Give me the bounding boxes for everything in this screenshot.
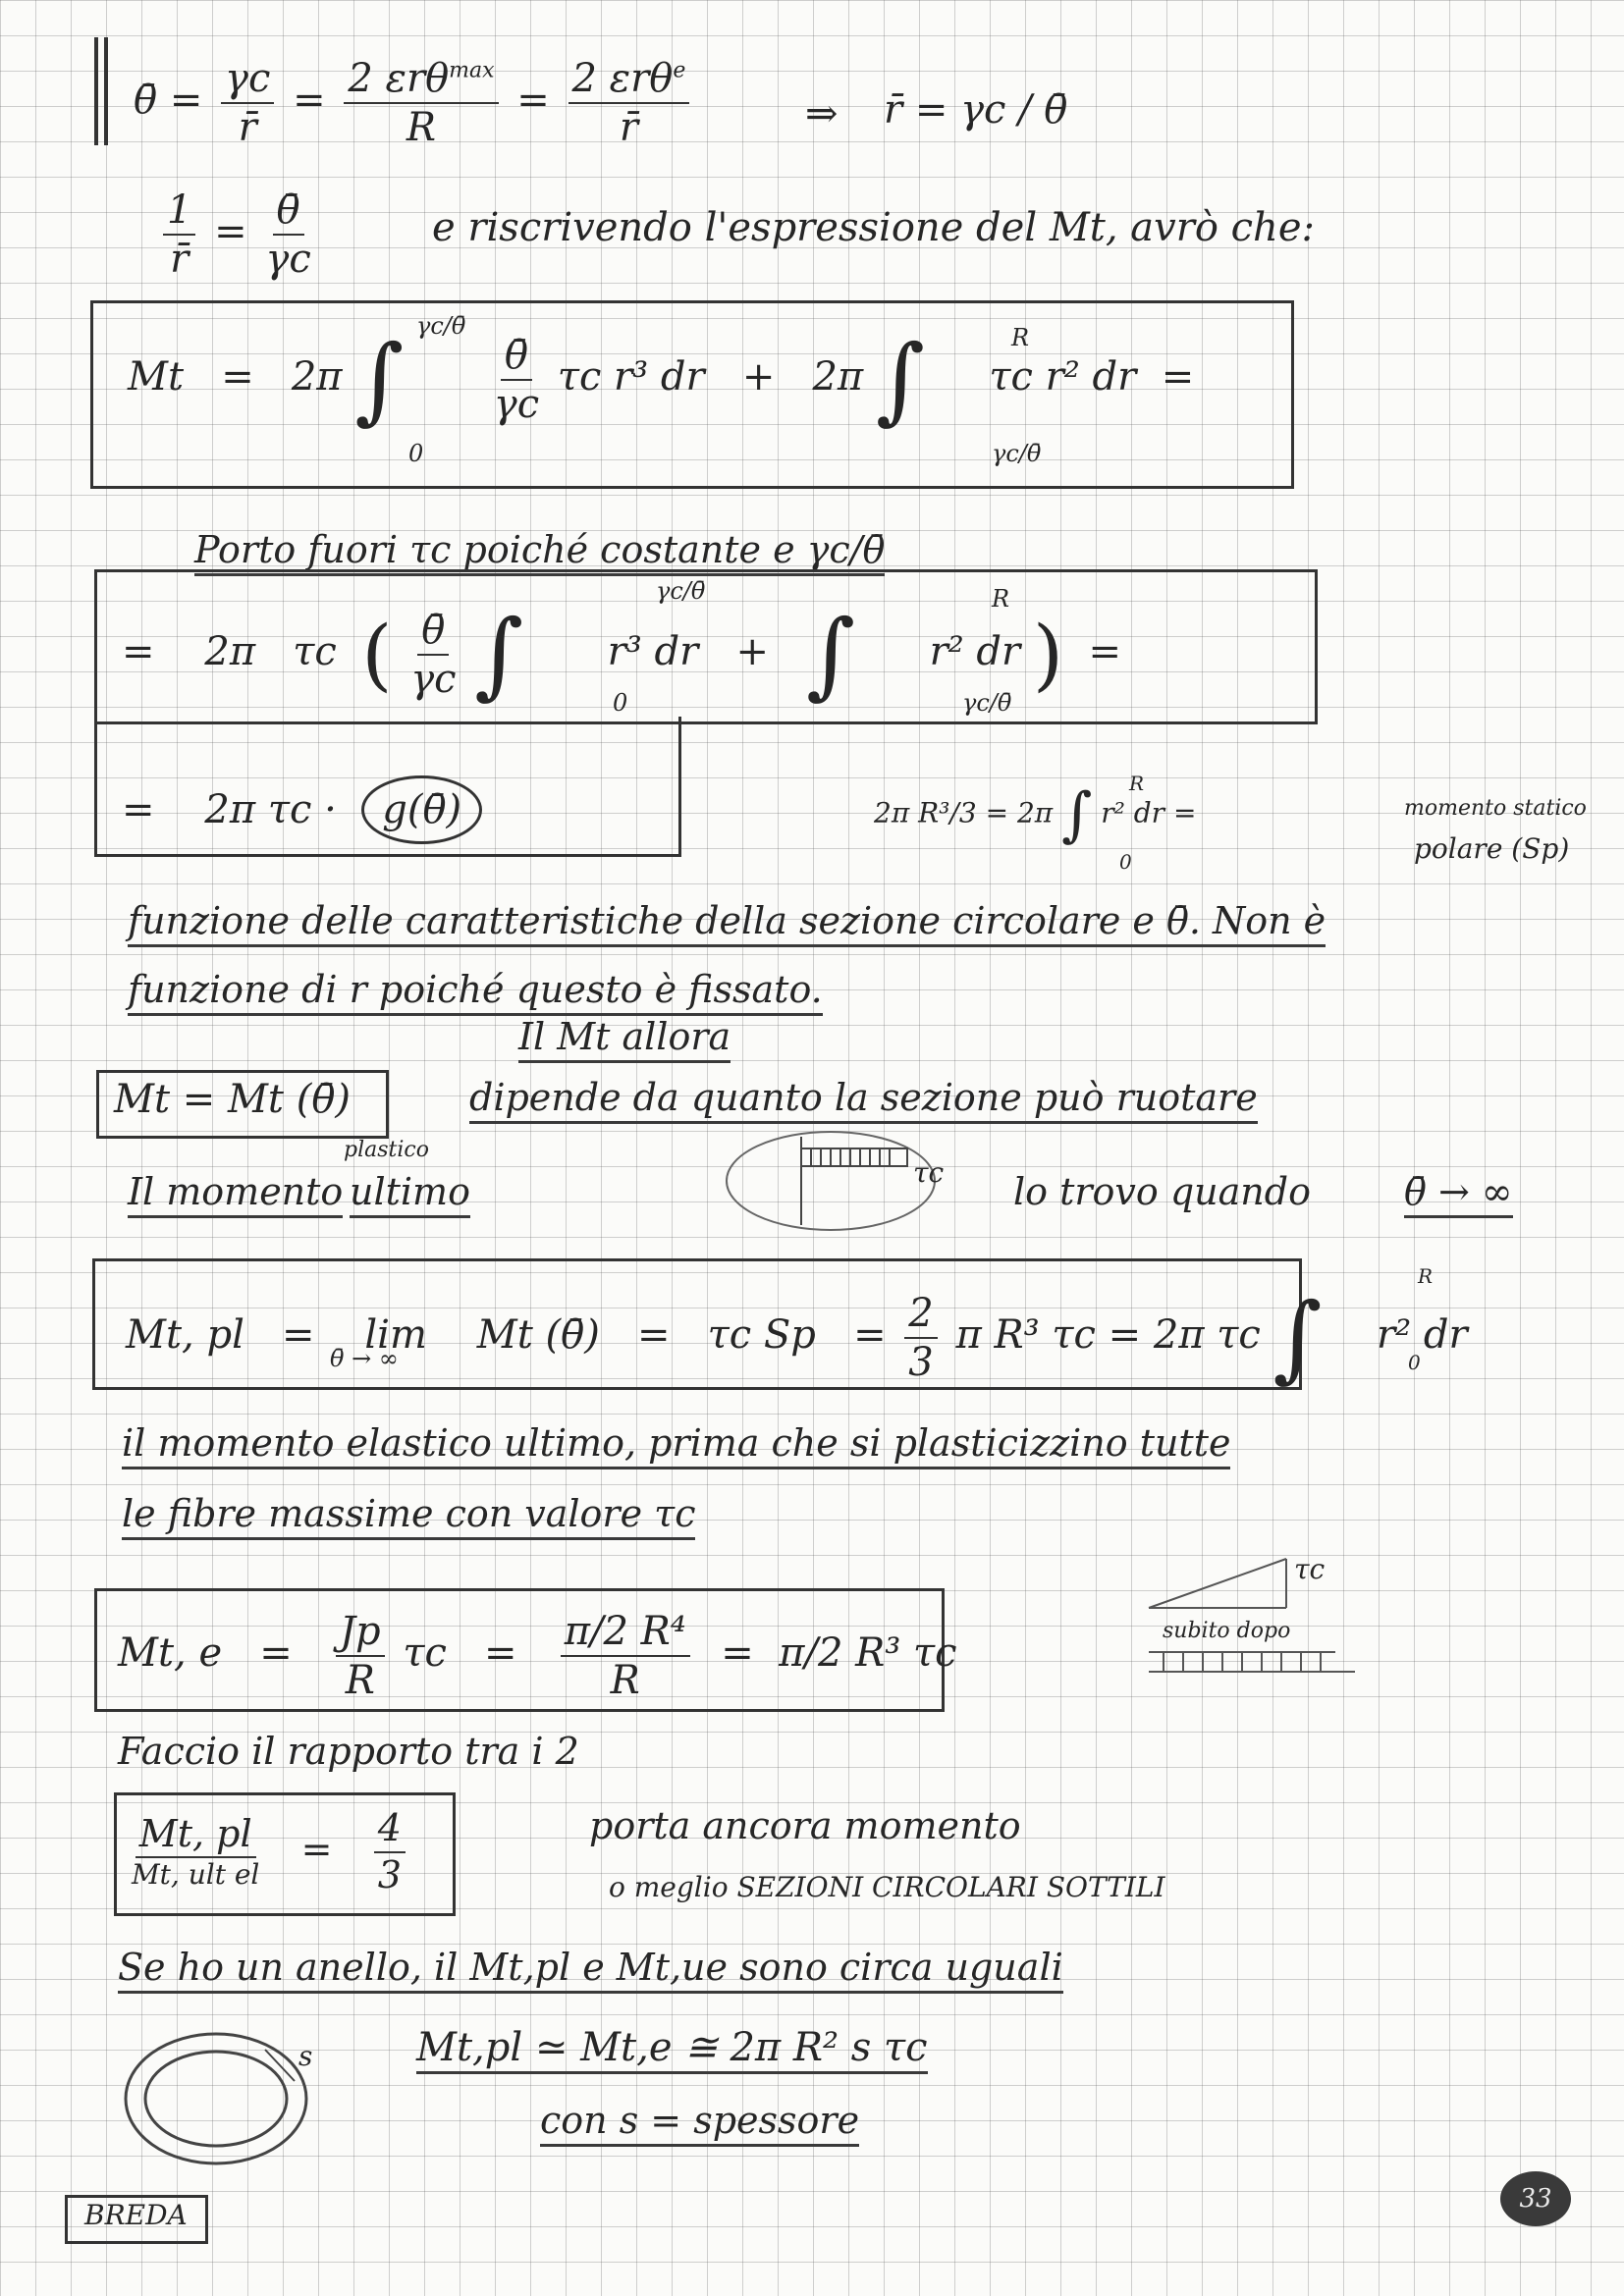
upper-limit-a: γc/θ̄ <box>416 312 466 340</box>
lim-subscript: θ̄ → ∞ <box>330 1345 399 1372</box>
ring-thickness-s: s <box>298 2040 313 2072</box>
theta-to-infinity: θ̄ → ∞ <box>1404 1172 1513 1218</box>
lower-limit-b: γc/θ̄ <box>992 440 1042 467</box>
momento-plastico-a: Il momento <box>128 1172 343 1218</box>
spessore-note: con s = spessore <box>540 2101 859 2147</box>
upper-limit-b: R <box>1011 324 1030 351</box>
r-bar-result: r̄ = γc / θ̄ <box>884 87 1068 133</box>
max-strain-fraction: $\frac{2 \varepsilon r\theta^{max}}{R}$ <box>344 57 498 149</box>
rc-over-r-fraction: $\frac{\gamma c}{r̄}$ <box>221 57 274 149</box>
sezioni-sottili-text: o meglio SEZIONI CIRCOLARI SOTTILI <box>609 1871 1165 1903</box>
funzione-line-1: funzione delle caratteristiche della sezione circolare e θ̄. Non è <box>128 901 1326 947</box>
anello-text: Se ho un anello, il Mt,pl e Mt,ue sono circa uguali <box>118 1948 1063 1994</box>
g-theta-circled: g(θ̄) <box>361 775 482 844</box>
porta-ancora-text: porta ancora momento <box>589 1804 1021 1847</box>
plastico-superscript: plastico <box>344 1138 429 1162</box>
lo-trovo-quando: lo trovo quando <box>1013 1170 1311 1213</box>
diagram-tc: τc <box>1294 1553 1326 1585</box>
rapporto-text: Faccio il rapporto tra i 2 <box>118 1730 579 1773</box>
theta-def-line: θ̄ = $\frac{\gamma c}{r̄}$ = $\frac{2 \varepsilon r\theta^{max}}{R}$ = $\frac{2 \varepsilon r\theta^e}{r̄}$ <box>134 57 695 149</box>
integral-sign-2: ∫ <box>875 324 925 435</box>
mt-plastic-formula: Mt, pl = lim Mt (θ̄) = τc Sp = $\frac{2}{3}$ π R³ τc = 2π τc ∫ r² dr <box>126 1282 1468 1393</box>
momento-plastico-b: ultimo <box>350 1172 470 1218</box>
funzione-line-2: funzione di r poiché questo è fissato. <box>128 970 823 1016</box>
elastic-strain-fraction: $\frac{2 \varepsilon r\theta^e}{r̄}$ <box>568 57 690 149</box>
notebook-page: θ̄ = $\frac{\gamma c}{r̄}$ = $\frac{2 \varepsilon r\theta^{max}}{R}$ = $\frac{2 \varepsilon r\theta^e}{r̄}$ ⇒ r̄ = γc / θ̄ $\frac{1}{r̄}$ = $\frac{\thetā}{\gamma c}$ e riscrivendo l'espressione del Mt, avrò che: Mt = 2π ∫ $\frac{\thetā}{\gamma c}$ τc r³ dr + 2π ∫ τc r² dr = γc/θ̄ 0 R γc/θ̄ Porto fuori τc poiché costante e γc/θ̄ = 2π τc ( $\frac{\thetā}{\gamma c}$ ∫ r³ dr + ∫ r² dr ) = γc/θ̄ 0 R γc/θ̄ = 2π τc · g(θ̄) 2π R³/3 = 2π ∫ r² dr = R 0 momento statico polare (Sp) funzione delle caratteristiche della sezione circolare e θ̄. Non è funzione di r poiché questo è fissato. Il Mt allora Mt = Mt (θ̄) dipende da quanto la sezione può ruotare Il momento plastico ultimo τc lo trovo quando θ̄ → ∞ Mt, pl = lim Mt (θ̄) = τc Sp = $\frac{2}{3}$ π R³ τc = 2π τc ∫ r² dr θ̄ → ∞ R 0 il momento elastico ultimo, prima che si plasticizzino tutte le fibre massime con valore τc τc subito dopo Mt, e = $\frac{Jp}{R}$ τc = $\frac{\text{π/2 R⁴}}{R}$ = π/2 R³ τc Faccio il rapporto tra i 2 $\frac{Mt, pl}{\text{Mt, ult el}}$ = $\frac{4}{3}$ porta ancora momento o meglio SEZIONI CIRCOLARI SOTTILI Se ho un anello, il Mt,pl e Mt,ue sono circa uguali s Mt,pl ≃ Mt,e ≅ 2π R² s τc con s = spessore BREDA 33 <box>0 0 1624 2296</box>
polare-sp-label: polare (Sp) <box>1414 832 1570 865</box>
stress-block-sketch <box>723 1127 939 1235</box>
momento-statico-label: momento statico <box>1404 796 1587 821</box>
theta-bar: θ̄ <box>134 78 158 123</box>
inverse-r-line: $\frac{1}{r̄}$ = $\frac{\thetā}{\gamma c}$ <box>157 188 317 281</box>
il-mt-allora: Il Mt allora <box>518 1017 731 1063</box>
lower-limit-a: 0 <box>408 440 424 467</box>
mt-theta-formula: Mt = Mt (θ̄) <box>114 1077 352 1122</box>
breda-stamp-text: BREDA <box>84 2199 188 2231</box>
mt-elastic-formula: Mt, e = $\frac{Jp}{R}$ τc = $\frac{\text{π/2 R⁴}}{R}$ = π/2 R³ τc <box>118 1609 957 1703</box>
subito-dopo-label: subito dopo <box>1163 1619 1291 1643</box>
rewrite-text: e riscrivendo l'espressione del Mt, avrò che: <box>432 205 1315 250</box>
stress-block-tc: τc <box>913 1156 945 1189</box>
integral-sign: ∫ <box>354 324 405 435</box>
momento-elastico-line-1: il momento elastico ultimo, prima che si plasticizzino tutte <box>122 1423 1230 1469</box>
page-number: 33 <box>1500 2171 1571 2226</box>
porto-fuori-note: Porto fuori τc poiché costante e γc/θ̄ <box>194 530 885 576</box>
ratio-formula: $\frac{Mt, pl}{\text{Mt, ult el}}$ = $\frac{4}{3}$ <box>126 1808 411 1896</box>
double-bar-marker <box>94 37 98 145</box>
double-bar-marker-2 <box>104 37 108 145</box>
thin-ring-formula: Mt,pl ≃ Mt,e ≅ 2π R² s τc <box>416 2026 928 2074</box>
factored-integral-formula: = 2π τc ( $\frac{\thetā}{\gamma c}$ ∫ r³ dr + ∫ r² dr ) = <box>122 599 1122 710</box>
torque-integral-formula: Mt = 2π ∫ $\frac{\thetā}{\gamma c}$ τc r³ dr + 2π ∫ τc r² dr = <box>128 324 1195 435</box>
g-theta-formula: = 2π τc · g(θ̄) <box>122 775 482 844</box>
dipende-text: dipende da quanto la sezione può ruotare <box>469 1078 1258 1124</box>
momento-elastico-line-2: le fibre massime con valore τc <box>122 1494 695 1540</box>
implies-arrow: ⇒ <box>805 91 839 136</box>
polar-moment-side-note: 2π R³/3 = 2π ∫ r² dr = <box>874 780 1197 849</box>
